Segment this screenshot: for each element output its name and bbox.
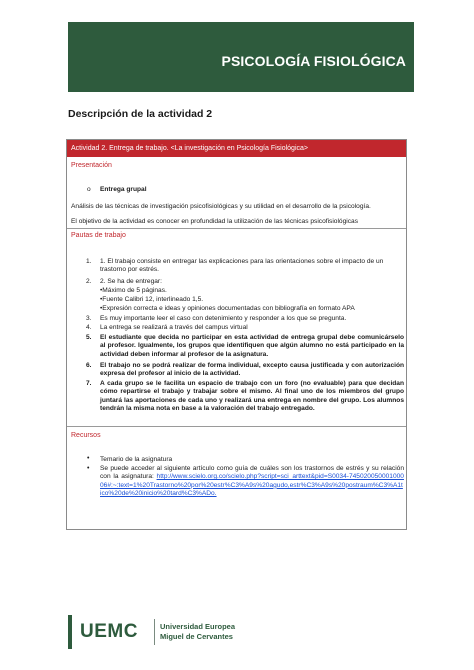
- pauta-item: La entrega se realizará a través del campus virtual: [100, 324, 248, 331]
- recurso-item-temario: Temario de la asignatura: [100, 456, 173, 463]
- recursos-label: Recursos: [71, 432, 101, 439]
- pauta-item: El trabajo no se podrá realizar de forma individual, excepto causa justificada y con autorización expresa del profesor al inicio de la actividad.: [100, 362, 404, 378]
- recurso-bullet: •: [87, 465, 90, 472]
- presentacion-paragraph-2: El objetivo de la actividad es conocer en profundidad la utilización de las técnicas psicofisiológicas: [71, 218, 358, 225]
- pauta-number: 2.: [86, 278, 92, 285]
- pauta-number: 6.: [86, 362, 92, 369]
- recurso-bullet: •: [87, 455, 90, 462]
- section-divider: [67, 228, 406, 229]
- header-banner: [68, 22, 414, 92]
- section-divider: [67, 426, 406, 427]
- footer: [68, 615, 414, 651]
- course-title: PSICOLOGÍA FISIOLÓGICA: [221, 53, 406, 69]
- pauta-item: Es muy importante leer el caso con detenimiento y responder a los que se pregunta.: [100, 315, 347, 322]
- university-name-line1: Universidad Europea: [160, 622, 236, 631]
- pauta-subitem: •Expresión correcta e ideas y opiniones documentadas con bibliografía en formato APA: [100, 305, 355, 312]
- presentacion-paragraph-1: Análisis de las técnicas de investigación psicofisiológicas y su utilidad en el desarrollo de la psicología.: [71, 203, 371, 210]
- pauta-item: 2. Se ha de entregar:: [100, 278, 162, 285]
- pauta-number: 5.: [86, 334, 92, 341]
- activity-title-bar: Actividad 2. Entrega de trabajo. <La investigación en Psicología Fisiológica>: [67, 140, 406, 157]
- pauta-number: 7.: [86, 380, 92, 387]
- pauta-number: 3.: [86, 315, 92, 322]
- activity-description-heading: Descripción de la actividad 2: [68, 108, 213, 120]
- logo-divider: [154, 619, 155, 645]
- article-link[interactable]: http://www.scielo.org.co/scielo.php?script=sci_arttext&pid=S0034-74502005000100006#:~:text=1%20Trastorno%20por%20estr%C3%A9s%20agudo,estr%C3%A9s%20postraum%C3%A1tico%20de%20inicio%20tard%C3%ADo.: [100, 473, 404, 498]
- presentacion-bullet-text: Entrega grupal: [100, 186, 147, 193]
- pauta-subitem: •Fuente Calibri 12, interlineado 1,5.: [100, 296, 204, 303]
- presentacion-label: Presentación: [71, 162, 112, 169]
- recurso-articulo-text: Se puede acceder al siguiente artículo como guía de cuáles son los trastornos de estrés y su relación con la asignatura:: [100, 465, 404, 481]
- pautas-label: Pautas de trabajo: [71, 232, 126, 239]
- uemc-logo: [68, 615, 148, 649]
- pauta-number: 4.: [86, 324, 92, 331]
- uemc-logo-text: UEMC: [80, 621, 138, 642]
- pauta-item: El estudiante que decida no participar en esta actividad de entrega grupal debe comunicárselo al profesor. Igualmente, los grupos que identifiquen que algún alumno no está participado en la actividad deben informar al profesor de la asignatura.: [100, 334, 404, 358]
- pauta-item: 1. El trabajo consiste en entregar las explicaciones para las orientaciones sobre el impacto de un trastorno por estrés.: [100, 258, 384, 274]
- presentacion-bullet-glyph: o: [87, 186, 91, 193]
- recurso-item-articulo: [100, 465, 404, 499]
- activity-card: [66, 139, 407, 530]
- pauta-item: A cada grupo se le facilita un espacio de trabajo con un foro (no evaluable) para que decidan cómo repartirse el trabajo y trabajar sobre el mismo. Al final uno de los miembros del grupo juntará las aportaciones de cada uno y realizará una entrega en nombre del grupo. Los alumnos tendrán la misma nota en base a la valoración del trabajo entregado.: [100, 380, 404, 413]
- university-name-line2: Miguel de Cervantes: [160, 632, 233, 641]
- pauta-subitem: •Máximo de 5 páginas.: [100, 287, 167, 294]
- pauta-number: 1.: [86, 258, 92, 265]
